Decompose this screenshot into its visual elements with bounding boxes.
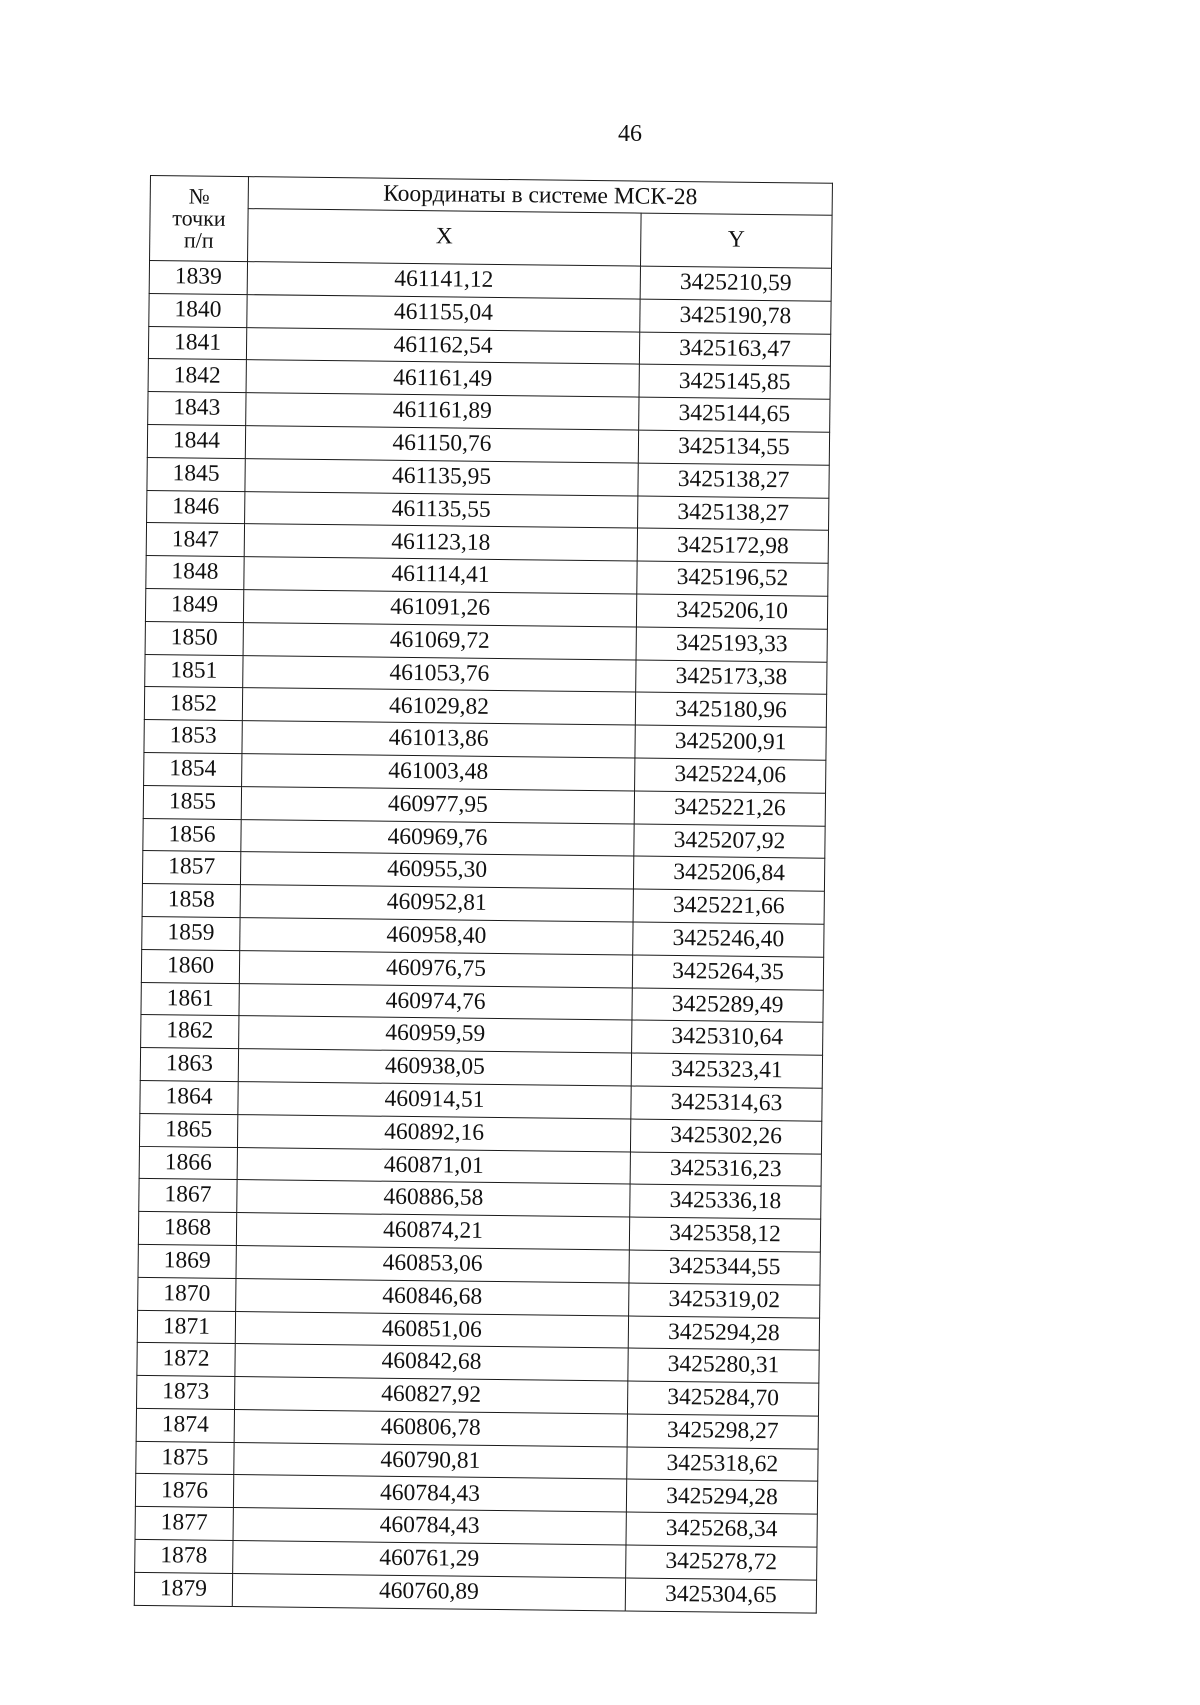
y-coordinate-cell: 3425294,28 xyxy=(626,1479,817,1514)
point-label: точки xyxy=(172,205,226,231)
x-coordinate-cell: 460974,76 xyxy=(239,983,632,1020)
point-number-cell: 1866 xyxy=(139,1146,237,1180)
x-coordinate-cell: 460938,05 xyxy=(238,1049,631,1086)
point-number-cell: 1853 xyxy=(144,720,242,754)
point-number-cell: 1878 xyxy=(135,1539,233,1573)
x-coordinate-cell: 460784,43 xyxy=(233,1508,626,1545)
x-coordinate-cell: 461114,41 xyxy=(244,557,637,594)
x-coordinate-cell: 460958,40 xyxy=(240,918,633,955)
x-coordinate-cell: 460969,76 xyxy=(241,819,634,856)
y-coordinate-cell: 3425358,12 xyxy=(629,1217,820,1252)
point-number-cell: 1870 xyxy=(138,1277,236,1311)
y-coordinate-cell: 3425280,31 xyxy=(628,1348,819,1383)
x-coordinate-cell: 460952,81 xyxy=(240,885,633,922)
y-coordinate-cell: 3425144,65 xyxy=(639,397,830,432)
y-coordinate-cell: 3425323,41 xyxy=(631,1053,822,1088)
y-coordinate-cell: 3425138,27 xyxy=(638,496,829,531)
x-coordinate-cell: 461141,12 xyxy=(247,262,640,299)
x-coordinate-cell: 460914,51 xyxy=(238,1081,631,1118)
y-coordinate-cell: 3425206,84 xyxy=(633,856,824,891)
point-number-cell: 1868 xyxy=(138,1212,236,1246)
point-number-cell: 1839 xyxy=(149,261,247,295)
y-coordinate-cell: 3425336,18 xyxy=(630,1184,821,1219)
x-coordinate-cell: 460976,75 xyxy=(239,950,632,987)
point-number-cell: 1848 xyxy=(146,556,244,590)
table-body xyxy=(134,261,831,1613)
x-coordinate-cell: 461155,04 xyxy=(247,294,640,331)
y-coordinate-cell: 3425319,02 xyxy=(629,1283,820,1318)
ordinal-label: п/п xyxy=(183,227,214,253)
y-coordinate-cell: 3425302,26 xyxy=(630,1119,821,1154)
table-row xyxy=(134,1572,816,1613)
point-number-cell: 1877 xyxy=(135,1507,233,1541)
y-coordinate-cell: 3425163,47 xyxy=(639,332,830,367)
x-coordinate-cell: 460790,81 xyxy=(234,1442,627,1479)
point-number-cell: 1872 xyxy=(137,1343,235,1377)
page-number: 46 xyxy=(618,121,642,147)
x-coordinate-cell: 461135,55 xyxy=(245,491,638,528)
point-number-cell: 1862 xyxy=(141,1015,239,1049)
y-coordinate-cell: 3425304,65 xyxy=(625,1578,816,1613)
x-coordinate-cell: 461123,18 xyxy=(244,524,637,561)
point-number-cell: 1840 xyxy=(149,293,247,327)
coordinates-table xyxy=(134,175,833,1613)
point-number-cell: 1850 xyxy=(145,621,243,655)
point-number-cell: 1845 xyxy=(147,457,245,491)
point-number-cell: 1854 xyxy=(144,752,242,786)
y-coordinate-cell: 3425224,06 xyxy=(635,758,826,793)
point-number-cell: 1869 xyxy=(138,1244,236,1278)
y-coordinate-cell: 3425134,55 xyxy=(638,430,829,465)
point-number-cell: 1861 xyxy=(141,982,239,1016)
point-number-cell: 1871 xyxy=(137,1310,235,1344)
y-coordinate-cell: 3425289,49 xyxy=(632,988,823,1023)
y-coordinate-cell: 3425318,62 xyxy=(627,1447,818,1482)
y-coordinate-cell: 3425210,59 xyxy=(640,266,831,301)
x-coordinate-cell: 461161,89 xyxy=(246,393,639,430)
y-coordinate-cell: 3425344,55 xyxy=(629,1250,820,1285)
point-number-cell: 1846 xyxy=(147,490,245,524)
y-column-header: Y xyxy=(640,213,832,268)
x-coordinate-cell: 461069,72 xyxy=(243,622,636,659)
x-coordinate-cell: 460827,92 xyxy=(235,1377,628,1414)
x-coordinate-cell: 460784,43 xyxy=(233,1475,626,1512)
y-coordinate-cell: 3425316,23 xyxy=(630,1152,821,1187)
y-coordinate-cell: 3425298,27 xyxy=(627,1414,818,1449)
point-number-cell: 1858 xyxy=(142,884,240,918)
x-coordinate-cell: 460871,01 xyxy=(237,1147,630,1184)
point-number-cell: 1863 xyxy=(140,1048,238,1082)
x-coordinate-cell: 460761,29 xyxy=(233,1541,626,1578)
point-number-cell: 1864 xyxy=(140,1080,238,1114)
point-number-cell: 1875 xyxy=(136,1441,234,1475)
y-coordinate-cell: 3425196,52 xyxy=(637,561,828,596)
y-coordinate-cell: 3425172,98 xyxy=(637,528,828,563)
y-coordinate-cell: 3425294,28 xyxy=(628,1316,819,1351)
x-coordinate-cell: 461150,76 xyxy=(245,426,638,463)
x-coordinate-cell: 460892,16 xyxy=(237,1114,630,1151)
x-coordinate-cell: 461053,76 xyxy=(243,655,636,692)
x-coordinate-cell: 460851,06 xyxy=(235,1311,628,1348)
point-number-cell: 1874 xyxy=(136,1408,234,1442)
table-header xyxy=(150,176,833,269)
y-coordinate-cell: 3425246,40 xyxy=(633,922,824,957)
x-coordinate-cell: 461162,54 xyxy=(246,327,639,364)
x-column-header: X xyxy=(248,209,642,266)
coordinate-system-header: Координаты в системе МСК-28 xyxy=(248,177,832,216)
point-number-cell: 1859 xyxy=(142,916,240,950)
x-coordinate-cell: 461091,26 xyxy=(243,590,636,627)
x-coordinate-cell: 460846,68 xyxy=(236,1278,629,1315)
point-number-cell: 1860 xyxy=(141,949,239,983)
number-sign: № xyxy=(188,183,210,209)
x-coordinate-cell: 460853,06 xyxy=(236,1245,629,1282)
y-coordinate-cell: 3425206,10 xyxy=(636,594,827,629)
y-coordinate-cell: 3425190,78 xyxy=(640,299,831,334)
y-coordinate-cell: 3425193,33 xyxy=(636,627,827,662)
point-number-header xyxy=(150,176,249,262)
y-coordinate-cell: 3425145,85 xyxy=(639,364,830,399)
y-coordinate-cell: 3425221,26 xyxy=(634,791,825,826)
point-number-cell: 1855 xyxy=(143,785,241,819)
point-number-cell: 1843 xyxy=(148,392,246,426)
point-number-cell: 1852 xyxy=(144,687,242,721)
point-number-cell: 1876 xyxy=(135,1474,233,1508)
point-number-cell: 1851 xyxy=(145,654,243,688)
x-coordinate-cell: 460886,58 xyxy=(237,1180,630,1217)
point-number-cell: 1841 xyxy=(148,326,246,360)
point-number-cell: 1879 xyxy=(134,1572,232,1606)
x-coordinate-cell: 460874,21 xyxy=(236,1213,629,1250)
y-coordinate-cell: 3425264,35 xyxy=(632,955,823,990)
point-number-cell: 1842 xyxy=(148,359,246,393)
y-coordinate-cell: 3425310,64 xyxy=(632,1020,823,1055)
y-coordinate-cell: 3425173,38 xyxy=(636,660,827,695)
y-coordinate-cell: 3425200,91 xyxy=(635,725,826,760)
point-number-cell: 1867 xyxy=(139,1179,237,1213)
x-coordinate-cell: 460955,30 xyxy=(240,852,633,889)
x-coordinate-cell: 461029,82 xyxy=(242,688,635,725)
x-coordinate-cell: 461013,86 xyxy=(242,721,635,758)
y-coordinate-cell: 3425268,34 xyxy=(626,1512,817,1547)
point-number-cell: 1865 xyxy=(139,1113,237,1147)
x-coordinate-cell: 460760,89 xyxy=(232,1573,625,1610)
header-row-axes xyxy=(150,208,833,269)
y-coordinate-cell: 3425180,96 xyxy=(635,692,826,727)
point-number-cell: 1844 xyxy=(147,424,245,458)
point-number-cell: 1847 xyxy=(146,523,244,557)
x-coordinate-cell: 460842,68 xyxy=(235,1344,628,1381)
y-coordinate-cell: 3425138,27 xyxy=(638,463,829,498)
point-number-cell: 1849 xyxy=(145,588,243,622)
x-coordinate-cell: 461161,49 xyxy=(246,360,639,397)
x-coordinate-cell: 461135,95 xyxy=(245,458,638,495)
y-coordinate-cell: 3425284,70 xyxy=(627,1381,818,1416)
point-number-cell: 1873 xyxy=(137,1376,235,1410)
y-coordinate-cell: 3425278,72 xyxy=(626,1545,817,1580)
x-coordinate-cell: 460977,95 xyxy=(241,786,634,823)
y-coordinate-cell: 3425314,63 xyxy=(631,1086,822,1121)
x-coordinate-cell: 460806,78 xyxy=(234,1409,627,1446)
point-number-cell: 1857 xyxy=(142,851,240,885)
point-number-cell: 1856 xyxy=(143,818,241,852)
y-coordinate-cell: 3425221,66 xyxy=(633,889,824,924)
x-coordinate-cell: 460959,59 xyxy=(239,1016,632,1053)
x-coordinate-cell: 461003,48 xyxy=(242,754,635,791)
y-coordinate-cell: 3425207,92 xyxy=(634,824,825,859)
